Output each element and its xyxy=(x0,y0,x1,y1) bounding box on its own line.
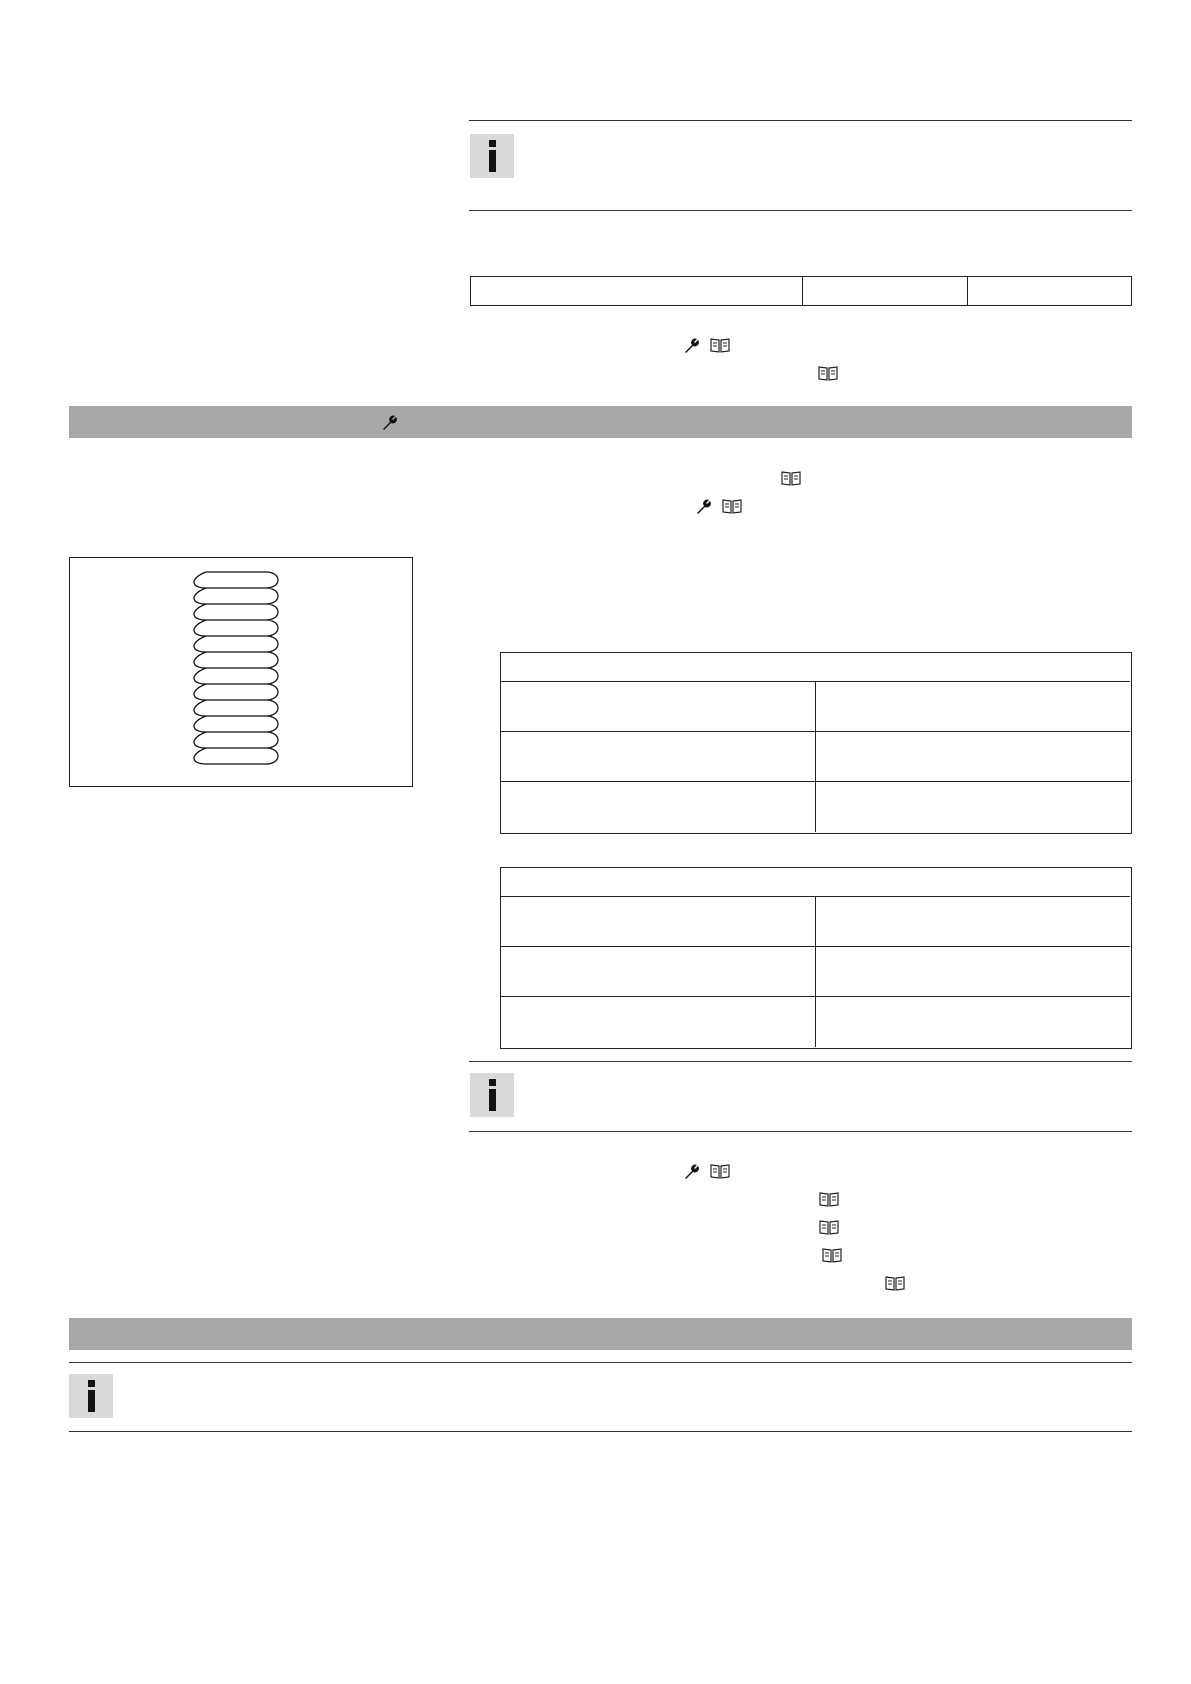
manual-book-icon xyxy=(818,365,838,381)
note-top-rule-2 xyxy=(469,1061,1132,1062)
spring-illustration xyxy=(69,557,413,787)
manual-book-icon xyxy=(710,337,730,353)
note-top-rule-1 xyxy=(469,120,1132,121)
section-header-bar xyxy=(69,1318,1132,1350)
spec-table-top xyxy=(470,276,1132,306)
manual-book-icon xyxy=(722,498,742,514)
manual-book-icon xyxy=(819,1191,839,1207)
spec-table-1 xyxy=(500,652,1132,834)
note-bottom-rule-1 xyxy=(469,210,1132,211)
note-top-rule-3 xyxy=(69,1362,1132,1363)
wrench-icon xyxy=(695,498,712,515)
info-icon xyxy=(69,1374,113,1418)
section-header-bar xyxy=(69,406,1132,438)
spec-table-2 xyxy=(500,867,1132,1049)
spring-drawing xyxy=(70,558,411,785)
info-icon xyxy=(470,1073,514,1117)
wrench-icon xyxy=(683,1163,700,1180)
info-icon xyxy=(470,134,514,178)
manual-book-icon xyxy=(710,1163,730,1179)
note-bottom-rule-2 xyxy=(469,1131,1132,1132)
manual-book-icon xyxy=(819,1219,839,1235)
wrench-icon xyxy=(381,414,398,431)
manual-book-icon xyxy=(822,1247,842,1263)
wrench-icon xyxy=(683,337,700,354)
manual-book-icon xyxy=(885,1275,905,1291)
manual-book-icon xyxy=(781,470,801,486)
note-bottom-rule-3 xyxy=(69,1431,1132,1432)
